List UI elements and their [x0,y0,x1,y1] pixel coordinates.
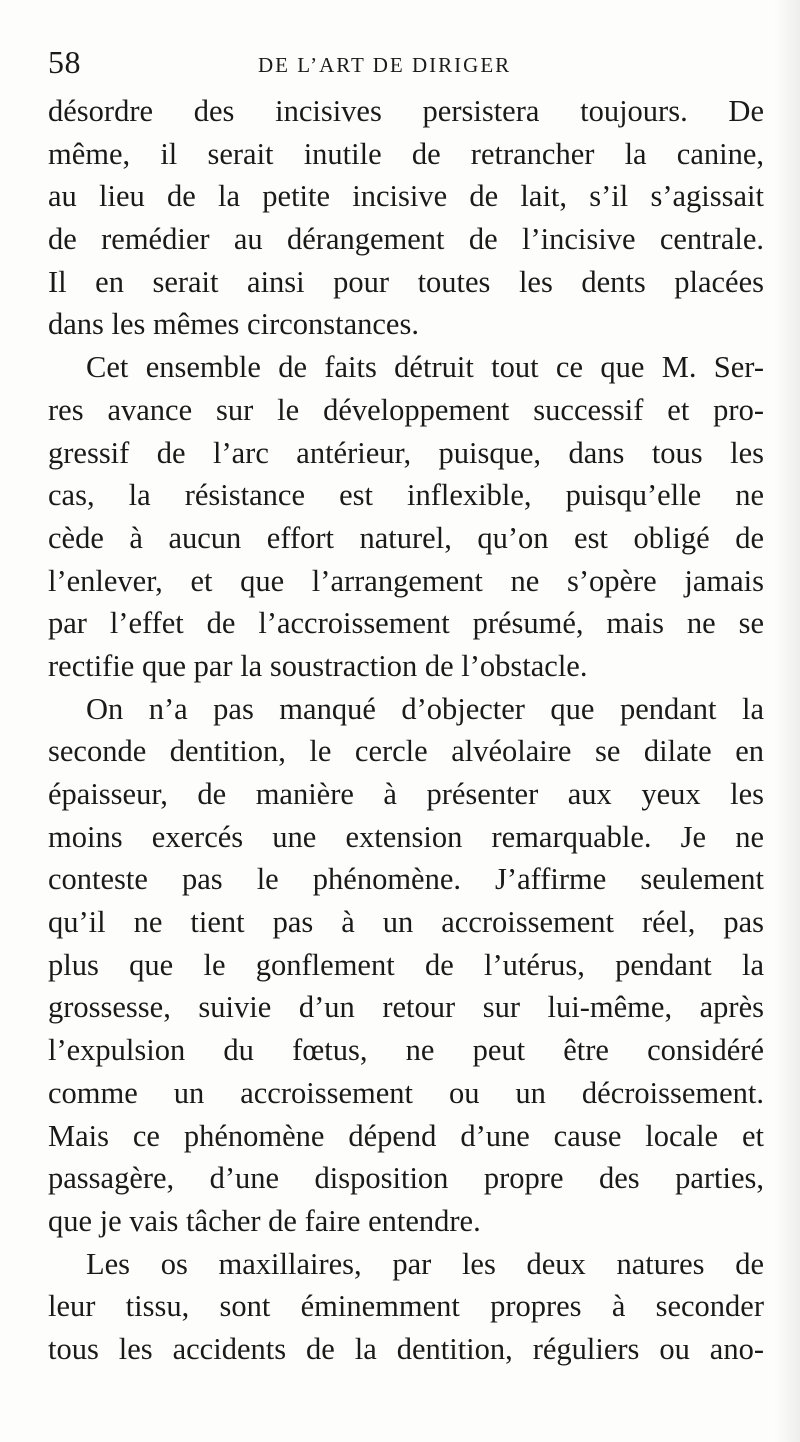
text-line: gressif de l’arc antérieur, puisque, dans tous les [48,435,764,470]
text-line: leur tissu, sont éminemment propres à seconder [48,1289,764,1324]
text-line: l’expulsion du fœtus, ne peut être considéré [48,1033,764,1068]
text-line: au lieu de la petite incisive de lait, s’il s’agissait [48,179,764,214]
text-line: rectifie que par la soustraction de l’obstacle. [48,648,588,683]
text-line: Il en serait ainsi pour toutes les dents placées [48,264,764,299]
text-line: res avance sur le développement successif et pro- [48,392,764,427]
page-number: 58 [48,44,81,80]
running-head-title: DE L’ART DE DIRIGER [258,53,512,77]
page-edge-shadow [774,0,800,1442]
text-line: seconde dentition, le cercle alvéolaire se dilate en [48,734,764,769]
text-line: Mais ce phénomène dépend d’une cause locale et [48,1118,764,1153]
text-line: désordre des incisives persistera toujours. De [48,94,764,128]
text-line: conteste pas le phénomène. J’affirme seulement [48,862,764,897]
text-line: moins exercés une extension remarquable. Je ne [48,819,764,854]
paragraph-start-line: On n’a pas manqué d’objecter que pendant la [86,691,764,726]
text-line: que je vais tâcher de faire entendre. [48,1203,481,1238]
text-line: dans les mêmes circonstances. [48,307,419,342]
running-head [48,42,758,82]
text-line: cas, la résistance est inflexible, puisqu’elle ne [48,478,764,513]
paragraph-start-line: Cet ensemble de faits détruit tout ce que M. Ser- [86,350,764,385]
text-line: épaisseur, de manière à présenter aux yeux les [48,777,764,811]
paragraph-start-line: Les os maxillaires, par les deux natures de [86,1246,764,1281]
text-line: l’enlever, et que l’arrangement ne s’opère jamais [48,563,764,598]
text-line: par l’effet de l’accroissement présumé, mais ne se [48,606,764,641]
text-line: de remédier au dérangement de l’incisive centrale. [48,222,764,257]
text-line: grossesse, suivie d’un retour sur lui-même, après [48,990,764,1025]
text-line: plus que le gonflement de l’utérus, pendant la [48,947,764,982]
body-text [48,90,764,1371]
text-line: qu’il ne tient pas à un accroissement réel, pas [48,905,764,940]
text-line: cède à aucun effort naturel, qu’on est obligé de [48,520,764,555]
text-line: passagère, d’une disposition propre des parties, [48,1161,764,1196]
text-line: comme un accroissement ou un décroissement. [48,1075,764,1110]
text-line: tous les accidents de la dentition, réguliers ou ano- [48,1331,764,1366]
text-line: même, il serait inutile de retrancher la canine, [48,136,764,171]
